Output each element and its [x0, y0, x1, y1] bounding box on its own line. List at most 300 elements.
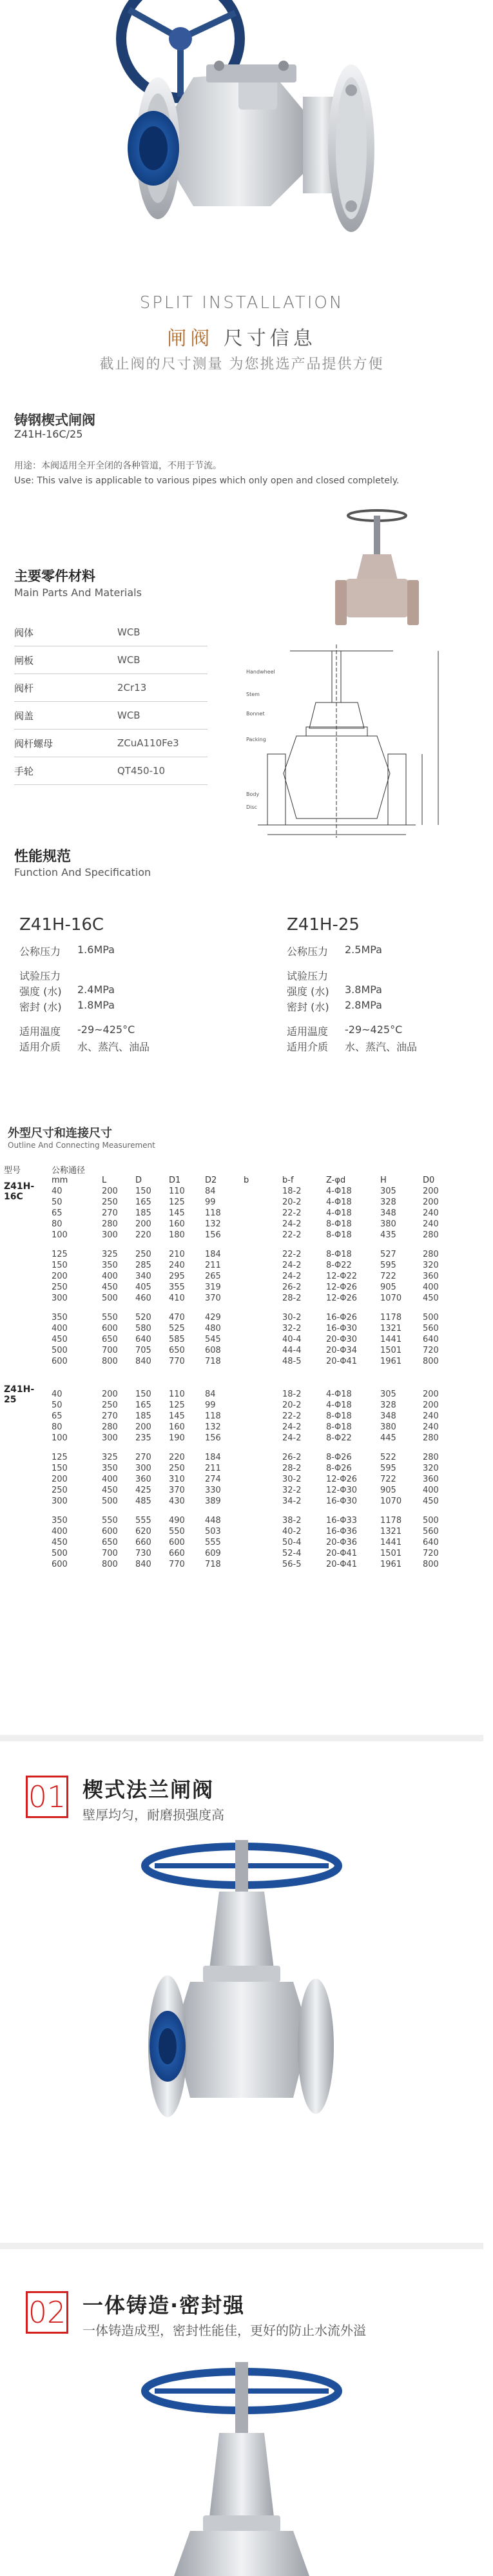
usage-zh: 用途：本阀适用全开全闭的各种管道，不用于节流。 [14, 461, 222, 471]
table-cell: 50 [52, 1197, 63, 1207]
table-cell: 20-Φ36 [326, 1538, 358, 1547]
table-cell: 200 [52, 1475, 68, 1484]
table-cell: 52-4 [282, 1549, 302, 1558]
table-cell: 350 [52, 1516, 68, 1525]
perf-label: 公称压力 [19, 945, 61, 958]
table-cell: 110 [169, 1186, 185, 1196]
parts-row [14, 619, 208, 646]
part-material: ZCuA110Fe3 [117, 737, 179, 749]
table-cell: 100 [52, 1433, 68, 1443]
table-cell: 125 [169, 1197, 185, 1207]
perf-label: 强度 (水) [287, 985, 329, 998]
table-cell: 211 [205, 1261, 221, 1270]
table-row [0, 1559, 483, 1570]
table-cell: 527 [380, 1250, 396, 1259]
table-cell: 28-2 [282, 1464, 302, 1473]
table-cell: 145 [169, 1411, 185, 1421]
table-cell: 200 [423, 1186, 439, 1196]
part-name: 阀盖 [14, 710, 34, 722]
part-name: 阀体 [14, 626, 34, 639]
table-cell: 305 [380, 1186, 396, 1196]
table-cell: 150 [52, 1261, 68, 1270]
table-cell: 1321 [380, 1527, 402, 1536]
table-cell: 770 [169, 1357, 185, 1366]
table-cell: 165 [135, 1197, 151, 1207]
table-cell: 250 [102, 1400, 118, 1410]
table-cell: 150 [135, 1186, 151, 1196]
table-cell: 460 [135, 1293, 151, 1303]
perf-label: 适用介质 [287, 1041, 329, 1053]
table-cell: 24-2 [282, 1422, 302, 1432]
table-cell: 555 [135, 1516, 151, 1525]
usage-en: Use: This valve is applicable to various pipes which only open and closed completely. [14, 476, 400, 486]
table-cell: 4-Φ18 [326, 1186, 352, 1196]
table-row [0, 1219, 483, 1230]
perf-label: 强度 (水) [19, 985, 62, 998]
table-cell: 400 [52, 1324, 68, 1333]
left-flange [128, 77, 180, 219]
table-cell: 490 [169, 1516, 185, 1525]
table-cell: 800 [102, 1357, 118, 1366]
table-cell: 470 [169, 1313, 185, 1322]
table-cell: 16-Φ26 [326, 1313, 358, 1322]
table-cell: 145 [169, 1208, 185, 1218]
table-cell: 300 [135, 1464, 151, 1473]
table-cell: 340 [135, 1272, 151, 1281]
table-cell: D [135, 1176, 142, 1185]
table-cell: 520 [135, 1313, 151, 1322]
table-cell: 600 [102, 1324, 118, 1333]
table-cell: 500 [52, 1346, 68, 1355]
table-cell: 328 [380, 1197, 396, 1207]
table-cell: 840 [135, 1357, 151, 1366]
table-row [0, 1496, 483, 1507]
table-cell: 118 [205, 1411, 221, 1421]
table-cell: 550 [169, 1527, 185, 1536]
section-01-valve-photo [129, 1840, 354, 2149]
table-cell: 280 [102, 1219, 118, 1229]
table-cell: 800 [423, 1357, 439, 1366]
table-cell: 200 [135, 1422, 151, 1432]
performance-subtitle: Function And Specification [14, 866, 151, 878]
table-cell: 16-Φ36 [326, 1527, 358, 1536]
table-cell: 1321 [380, 1324, 402, 1333]
table-cell: 450 [102, 1283, 118, 1292]
table-cell: 32-2 [282, 1486, 302, 1495]
svg-text:Bonnet: Bonnet [246, 711, 265, 717]
perf-value: 2.8MPa [345, 999, 382, 1011]
header-subtitle: 截止阀的尺寸测量 为您挑选产品提供方便 [99, 356, 384, 373]
table-row [0, 1197, 483, 1208]
table-cell: 400 [102, 1475, 118, 1484]
table-cell: 4-Φ18 [326, 1400, 352, 1410]
table-cell: 18-2 [282, 1390, 302, 1399]
table-cell: 28-2 [282, 1293, 302, 1303]
svg-text:Body: Body [246, 791, 260, 797]
table-cell: 8-Φ22 [326, 1261, 352, 1270]
table-cell: 8-Φ18 [326, 1219, 352, 1229]
table-cell: 640 [423, 1335, 439, 1344]
table-cell: 40-2 [282, 1527, 302, 1536]
table-cell: mm [52, 1176, 68, 1185]
table-row [0, 1433, 483, 1444]
parts-subtitle: Main Parts And Materials [14, 586, 142, 599]
table-cell: 156 [205, 1230, 221, 1240]
table-cell: 770 [169, 1560, 185, 1569]
table-cell: 50-4 [282, 1538, 302, 1547]
table-cell: Z41H-25 [4, 1384, 35, 1405]
table-cell: 640 [423, 1538, 439, 1547]
section-separator [0, 2243, 483, 2249]
table-cell: 22-2 [282, 1208, 302, 1218]
table-cell: 200 [135, 1219, 151, 1229]
table-cell: 4-Φ18 [326, 1208, 352, 1218]
table-row [0, 1312, 483, 1323]
table-cell: D0 [423, 1176, 435, 1185]
table-cell: 8-Φ22 [326, 1433, 352, 1443]
table-cell: 1961 [380, 1357, 402, 1366]
perf-label: 密封 (水) [19, 1001, 62, 1013]
section-02-badge: 02 [26, 2291, 68, 2334]
perf-value: 1.8MPa [77, 999, 115, 1011]
table-cell: 650 [102, 1335, 118, 1344]
table-cell: 220 [135, 1230, 151, 1240]
table-cell: 555 [205, 1538, 221, 1547]
table-cell: 295 [169, 1272, 185, 1281]
table-cell: 609 [205, 1549, 221, 1558]
table-cell: 16-Φ30 [326, 1324, 358, 1333]
table-cell: 319 [205, 1283, 221, 1292]
table-cell: 500 [102, 1496, 118, 1506]
table-cell: 22-2 [282, 1411, 302, 1421]
table-cell: 8-Φ18 [326, 1422, 352, 1432]
table-cell: 300 [52, 1293, 68, 1303]
table-cell: 840 [135, 1560, 151, 1569]
table-cell: 350 [52, 1313, 68, 1322]
perf-value: 2.5MPa [345, 944, 382, 956]
table-cell: 718 [205, 1357, 221, 1366]
table-row [0, 1474, 483, 1485]
dimensions-table [0, 1164, 483, 1570]
svg-text:Handwheel: Handwheel [246, 669, 275, 675]
table-cell: 550 [102, 1516, 118, 1525]
table-cell: 12-Φ26 [326, 1283, 358, 1292]
part-material: 2Cr13 [117, 682, 147, 693]
table-row [0, 1463, 483, 1474]
table-cell: b [244, 1176, 249, 1185]
table-cell: 560 [423, 1324, 439, 1333]
perf-label: 适用温度 [287, 1025, 329, 1038]
table-cell: 1070 [380, 1496, 402, 1506]
table-cell: 200 [423, 1390, 439, 1399]
table-cell: 430 [169, 1496, 185, 1506]
table-cell: 640 [135, 1335, 151, 1344]
table-cell: 722 [380, 1272, 396, 1281]
table-cell: H [380, 1176, 387, 1185]
table-cell: D1 [169, 1176, 181, 1185]
table-cell: 4-Φ18 [326, 1197, 352, 1207]
table-cell: D2 [205, 1176, 217, 1185]
table-cell: 600 [169, 1538, 185, 1547]
table-cell: 165 [135, 1400, 151, 1410]
table-cell: 325 [102, 1453, 118, 1462]
table-cell: 180 [169, 1230, 185, 1240]
header-title-en: SPLIT INSTALLATION [139, 293, 344, 313]
table-cell: 328 [380, 1400, 396, 1410]
table-cell: 389 [205, 1496, 221, 1506]
table-cell: 20-Φ41 [326, 1560, 358, 1569]
part-material: WCB [117, 654, 140, 666]
table-row [0, 1249, 483, 1260]
table-cell: Z-φd [326, 1176, 346, 1185]
table-cell: 600 [102, 1527, 118, 1536]
table-cell: 370 [169, 1486, 185, 1495]
table-cell: 235 [135, 1433, 151, 1443]
table-row [0, 1422, 483, 1433]
table-cell: 270 [102, 1208, 118, 1218]
table-cell: 200 [102, 1186, 118, 1196]
table-cell: 660 [135, 1538, 151, 1547]
table-cell: 240 [423, 1219, 439, 1229]
table-cell: 355 [169, 1283, 185, 1292]
table-cell: 12-Φ26 [326, 1475, 358, 1484]
table-cell: 190 [169, 1433, 185, 1443]
table-cell: 1178 [380, 1516, 402, 1525]
table-cell: 84 [205, 1186, 216, 1196]
table-cell: L [102, 1176, 107, 1185]
table-cell: 310 [169, 1475, 185, 1484]
table-cell: 270 [135, 1453, 151, 1462]
part-material: WCB [117, 710, 140, 721]
table-cell: 8-Φ26 [326, 1453, 352, 1462]
table-cell: 650 [102, 1538, 118, 1547]
top-valve-photo [0, 0, 483, 284]
performance-col-1 [19, 915, 226, 1054]
header-title-zh-1: 闸阀 [167, 327, 214, 350]
table-cell: 240 [423, 1422, 439, 1432]
table-row [0, 1452, 483, 1463]
table-cell: 84 [205, 1390, 216, 1399]
parts-row [14, 757, 208, 785]
table-row [0, 1356, 483, 1367]
table-cell: 280 [102, 1422, 118, 1432]
table-cell: 500 [52, 1549, 68, 1558]
perf-value: 2.4MPa [77, 983, 115, 996]
technical-drawing [245, 644, 464, 844]
table-cell: 580 [135, 1324, 151, 1333]
table-cell: 595 [380, 1464, 396, 1473]
table-cell: 100 [52, 1230, 68, 1240]
table-cell: 185 [135, 1411, 151, 1421]
table-cell: 12-Φ30 [326, 1486, 358, 1495]
table-row [0, 1164, 483, 1175]
section-separator [0, 1735, 483, 1741]
table-cell: 450 [423, 1293, 439, 1303]
table-cell: 132 [205, 1422, 221, 1432]
table-cell: 445 [380, 1433, 396, 1443]
table-cell: 110 [169, 1390, 185, 1399]
section-01-desc: 壁厚均匀，耐磨损强度高 [82, 1807, 224, 1823]
table-cell: 400 [423, 1283, 439, 1292]
table-cell: 156 [205, 1433, 221, 1443]
table-cell: 450 [52, 1538, 68, 1547]
table-cell: 718 [205, 1560, 221, 1569]
table-cell: 200 [102, 1390, 118, 1399]
table-cell: 720 [423, 1346, 439, 1355]
table-cell: 525 [169, 1324, 185, 1333]
table-cell: 40 [52, 1186, 63, 1196]
table-cell: 700 [102, 1549, 118, 1558]
table-cell: 360 [135, 1475, 151, 1484]
table-cell: 18-2 [282, 1186, 302, 1196]
table-cell: 585 [169, 1335, 185, 1344]
table-cell: 429 [205, 1313, 221, 1322]
table-cell: 16-Φ30 [326, 1496, 358, 1506]
table-cell: 184 [205, 1250, 221, 1259]
table-cell: 20-2 [282, 1400, 302, 1410]
table-cell: 730 [135, 1549, 151, 1558]
parts-row [14, 646, 208, 674]
table-cell: 34-2 [282, 1496, 302, 1506]
table-cell: 150 [135, 1390, 151, 1399]
table-cell: 80 [52, 1422, 63, 1432]
section-02-valve-photo [129, 2362, 354, 2576]
table-row [0, 1485, 483, 1496]
table-cell: 160 [169, 1422, 185, 1432]
dimensions-subtitle: Outline And Connecting Measurement [8, 1141, 155, 1150]
section-02-title: 一体铸造·密封强 [82, 2293, 246, 2318]
part-name: 闸板 [14, 654, 34, 666]
table-cell: 40 [52, 1390, 63, 1399]
table-cell: 485 [135, 1496, 151, 1506]
part-material: QT450-10 [117, 765, 166, 777]
table-cell: 380 [380, 1422, 396, 1432]
table-cell: 80 [52, 1219, 63, 1229]
table-cell: 300 [102, 1433, 118, 1443]
table-cell: 905 [380, 1283, 396, 1292]
table-cell: 545 [205, 1335, 221, 1344]
perf-value: -29~425°C [345, 1023, 403, 1036]
table-cell: 600 [52, 1560, 68, 1569]
table-cell: 30-2 [282, 1475, 302, 1484]
parts-row [14, 730, 208, 757]
table-cell: 450 [423, 1496, 439, 1506]
perf-model-name: Z41H-25 [287, 915, 360, 935]
header-title-zh [0, 322, 483, 351]
table-cell: 210 [169, 1250, 185, 1259]
table-cell: 48-5 [282, 1357, 302, 1366]
table-cell: 185 [135, 1208, 151, 1218]
table-row [0, 1260, 483, 1271]
table-cell: 24-2 [282, 1272, 302, 1281]
table-cell: 620 [135, 1527, 151, 1536]
table-cell: 20-Φ41 [326, 1549, 358, 1558]
table-cell: 200 [52, 1272, 68, 1281]
table-cell: 660 [169, 1549, 185, 1558]
right-flange [303, 64, 374, 232]
part-name: 阀杆螺母 [14, 737, 53, 750]
section-01-badge: 01 [26, 1776, 68, 1818]
performance-title: 性能规范 [14, 849, 72, 865]
small-valve-photo [325, 503, 429, 632]
perf-label: 适用介质 [19, 1041, 61, 1053]
table-cell: 550 [102, 1313, 118, 1322]
table-cell: 500 [423, 1313, 439, 1322]
table-cell: 1961 [380, 1560, 402, 1569]
table-cell: 285 [135, 1261, 151, 1270]
table-cell: 380 [380, 1219, 396, 1229]
table-cell: 350 [102, 1464, 118, 1473]
parts-row [14, 674, 208, 702]
table-cell: 360 [423, 1272, 439, 1281]
table-cell: 500 [102, 1293, 118, 1303]
table-cell: 400 [52, 1527, 68, 1536]
perf-value: 1.6MPa [77, 944, 115, 956]
table-cell: 348 [380, 1208, 396, 1218]
table-cell: 56-5 [282, 1560, 302, 1569]
perf-label: 公称压力 [287, 945, 329, 958]
table-cell: 40-4 [282, 1335, 302, 1344]
table-cell: 26-2 [282, 1453, 302, 1462]
table-cell: 405 [135, 1283, 151, 1292]
table-cell: 280 [423, 1230, 439, 1240]
perf-label: 密封 (水) [287, 1001, 329, 1013]
table-cell: 305 [380, 1390, 396, 1399]
table-row [0, 1526, 483, 1537]
table-cell: 280 [423, 1250, 439, 1259]
table-cell: 16-Φ33 [326, 1516, 358, 1525]
table-cell: 503 [205, 1527, 221, 1536]
table-cell: 300 [102, 1230, 118, 1240]
table-cell: 595 [380, 1261, 396, 1270]
table-cell: 240 [169, 1261, 185, 1270]
table-cell: 240 [423, 1208, 439, 1218]
table-cell: 12-Φ22 [326, 1272, 358, 1281]
table-cell: 22-2 [282, 1250, 302, 1259]
perf-label: 适用温度 [19, 1025, 61, 1038]
table-cell: 125 [52, 1250, 68, 1259]
table-cell: 型号 [4, 1166, 21, 1176]
table-cell: 250 [52, 1283, 68, 1292]
performance-col-2 [287, 915, 493, 1054]
table-row [0, 1208, 483, 1219]
table-row [0, 1400, 483, 1411]
table-cell: 211 [205, 1464, 221, 1473]
table-cell: 26-2 [282, 1283, 302, 1292]
table-cell: 1441 [380, 1538, 402, 1547]
table-cell: 200 [423, 1197, 439, 1207]
table-cell: 220 [169, 1453, 185, 1462]
table-cell: 250 [169, 1464, 185, 1473]
perf-label: 试验压力 [19, 970, 61, 982]
table-cell: 400 [423, 1486, 439, 1495]
table-cell: 300 [52, 1496, 68, 1506]
table-cell: 8-Φ18 [326, 1411, 352, 1421]
table-cell: 24-2 [282, 1219, 302, 1229]
table-cell: 722 [380, 1475, 396, 1484]
table-cell: 20-Φ34 [326, 1346, 358, 1355]
perf-value: 水、蒸汽、油品 [77, 1041, 150, 1053]
table-cell: 1070 [380, 1293, 402, 1303]
part-name: 阀杆 [14, 682, 34, 694]
table-row [0, 1323, 483, 1334]
table-cell: 20-Φ41 [326, 1357, 358, 1366]
table-cell: 800 [423, 1560, 439, 1569]
table-row [0, 1293, 483, 1304]
table-cell: 250 [102, 1197, 118, 1207]
table-cell: 公称通径 [52, 1166, 86, 1176]
table-cell: 410 [169, 1293, 185, 1303]
